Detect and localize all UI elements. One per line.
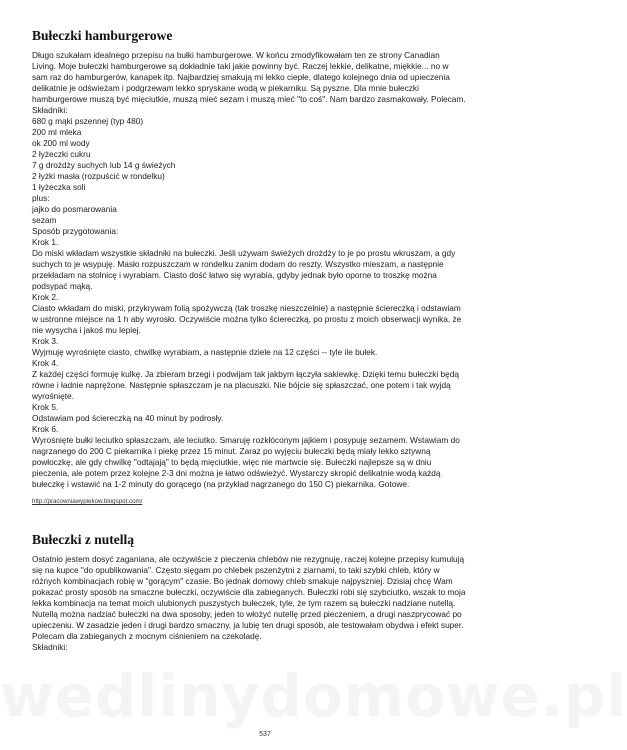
text-line: Wyjmuję wyrośnięte ciasto, chwilkę wyrabiam, a następnie dziele na 12 części -- tyle ile bułek. (32, 347, 378, 357)
text-line: Ostatnio jestem dosyć zaganiana, ale oczywiście z pieczenia chlebów nie rezygnuję, raczej kolejne przepisy kumulują (32, 554, 465, 564)
text-line: upieczeniu. W zasadzie jeden i drugi bardzo smaczny, ja lubię ten drugi sposób, ale testowałam obydwa i efekt super. (32, 620, 464, 630)
text-line: się na kupce "do opublikowania". Często sięgam po chlebek pszenżytni z ziarnami, to taki szybki chleb, który w (32, 565, 440, 575)
text-line: Krok 5. (32, 402, 59, 412)
text-line: powłoczkę, ale gdy chwilkę "odtajają" to będą mięciutkie, więc nie martwcie się. Bułeczki najlepsze są w dniu (32, 457, 432, 467)
watermark: wedlinydomowe.pl (0, 662, 627, 730)
recipe-body-hamburger-buns (32, 50, 502, 490)
text-line: pokazać prosty sposób na smaczne bułeczki, oczywiście dla zabieganych. Bułeczki robi się szybciutko, wszak to moja (32, 587, 466, 597)
text-line: sam raz do hamburgerów, kanapek itp. Najbardziej smakują mi lekko ciepłe, dlatego kolejnego dnia od upieczenia (32, 72, 450, 82)
text-line: sezam (32, 215, 57, 225)
text-line: bułeczkę i wstawić na 1-2 minuty do gorącego (na przykład nagrzanego do 150 C) piekarnika. Gotowe. (32, 479, 410, 489)
page-number: 537 (259, 731, 271, 738)
page-content (32, 28, 502, 653)
text-line: Składniki: (32, 105, 68, 115)
text-line: pieczenia, ale potem przez kolejne 2-3 dni można je łatwo odświeżyć. Wystarczy skropić delikatnie wodą każdą (32, 468, 441, 478)
text-line: lekka kombinacja na temat moich ulubionych puszystych bułeczek, tyle, że tym razem są bułeczki nadziane nutellą. (32, 598, 456, 608)
text-line: Z każdej części formuję kulkę. Ja zbieram brzegi i podwijam tak jakbym łączyła sakiewkę. Dzięki temu bułeczki będą (32, 369, 459, 379)
text-line: jajko do posmarowania (32, 204, 117, 214)
text-line: Krok 3. (32, 336, 59, 346)
text-line: hamburgerowe muszą być mięciutkie, muszą mieć sezam i muszą mieć "to coś". Nam bardzo zasmakowały. Polecam. (32, 94, 466, 104)
text-line: Składniki: (32, 642, 68, 652)
recipe-title-hamburger-buns: Bułeczki hamburgerowe (32, 28, 173, 43)
text-line: nagrzanego do 200 C piekarnika i piekę przez 15 minut. Zaraz po wyjęciu bułeczki będą miały lekko sztywną (32, 446, 431, 456)
text-line: Do miski wkładam wszystkie składniki na bułeczki. Jeśli używam świeżych drożdży to je po prostu wkruszam, a gdy (32, 248, 456, 258)
text-line: Długo szukałam idealnego przepisu na bułki hamburgerowe. W końcu zmodyfikowałam ten ze strony Canadian (32, 50, 440, 60)
text-line: przekładam na stolnicę i wyrabiam. Ciasto dość łatwo się wyrabia, gdyby jednak było oporne to troszkę można (32, 270, 437, 280)
text-line: w ustronne miejsce na 1 h aby wyrosło. Oczywiście można tylko ściereczką, po prostu z moich obserwacji wynika, że (32, 314, 462, 324)
text-line: 680 g mąki pszennej (typ 480) (32, 116, 144, 126)
text-line: Polecam dla zabieganych z mocnym ciśnieniem na czekoladę. (32, 631, 262, 641)
text-line: Krok 2. (32, 292, 59, 302)
text-line: nie wysycha i jakoś mu lepiej. (32, 325, 141, 335)
text-line: Krok 6. (32, 424, 59, 434)
text-line: Odstawiam pod ściereczką na 40 minut by podrosły. (32, 413, 224, 423)
text-line: Krok 1. (32, 237, 59, 247)
text-line: Living. Moje bułeczki hamburgerowe są dokładnie taki jakie powinny być. Raczej lekkie, delikatne, miękkie... no w (32, 61, 449, 71)
text-line: równe i ładnie naprężone. Następnie spłaszczam je na placuszki. Nie bójcie się spłaszczać, one potem i tak wyjdą (32, 380, 451, 390)
text-line: 1 łyżeczka soli (32, 182, 86, 192)
source-link[interactable]: http://pracowniawypiekow.blogspot.com/ (32, 498, 143, 505)
text-line: 7 g drożdży suchych lub 14 g świeżych (32, 160, 176, 170)
text-line: Krok 4. (32, 358, 59, 368)
text-line: podsypać mąką. (32, 281, 93, 291)
recipe-body-nutella-buns (32, 554, 502, 653)
text-line: plus: (32, 193, 50, 203)
text-line: Sposób przygotowania: (32, 226, 119, 236)
text-line: ok 200 ml wody (32, 138, 90, 148)
text-line: Ciasto wkładam do miski, przykrywam folią spożywczą (tak troszkę nieszczelnie) a następnie ściereczką i odstawiam (32, 303, 461, 313)
text-line: wyrośnięte. (32, 391, 74, 401)
text-line: suchych to je wsypuję. Masło rozpuszczam w rondelku zanim dodam do reszty. Wszystko mieszam, a następnie (32, 259, 444, 269)
text-line: 2 łyżki masła (rozpuścić w rondelku) (32, 171, 165, 181)
text-line: 200 ml mleka (32, 127, 82, 137)
text-line: różnych kombinacjach robię w "gorącym" czasie. Bo jednak domowy chleb smakuje najpyszniej. Dzisiaj chcę Wam (32, 576, 453, 586)
text-line: Nutellą można nadziać bułeczki na dwa sposoby, jeden to włożyć nutellę przed pieczeniem, a drugi naszprycować po (32, 609, 462, 619)
recipe-title-nutella-buns: Bułeczki z nutellą (32, 532, 134, 547)
text-line: 2 łyżeczki cukru (32, 149, 91, 159)
text-line: Wyrośnięte bułki leciutko spłaszczam, ale leciutko. Smaruję rozkłóconym jajkiem i posypuję sezamem. Wstawiam do (32, 435, 460, 445)
text-line: delikatnie je odświeżam i podgrzewam lekko spryskane wodą w piekarniku. Są pyszne. Dla mnie bułeczki (32, 83, 419, 93)
